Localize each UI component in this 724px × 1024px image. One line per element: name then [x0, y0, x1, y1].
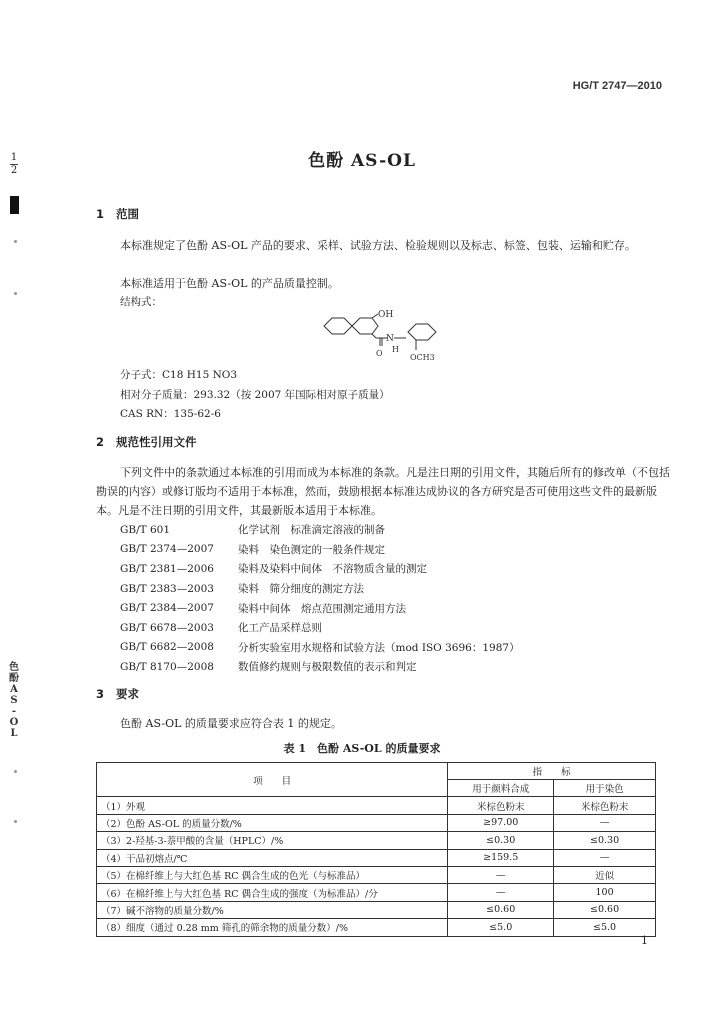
- section-3-heading: [96, 686, 139, 702]
- row-item: （7）碱不溶物的质量分数/%: [97, 901, 448, 918]
- margin-char: 色: [9, 662, 19, 673]
- reference-title: 化工产品采样总则: [238, 622, 322, 635]
- reference-item: [120, 559, 520, 579]
- structure-label: 结构式：: [120, 296, 162, 308]
- formula-o: O: [376, 349, 383, 358]
- table-header-dye: 用于染色: [554, 780, 656, 797]
- margin-char: S: [10, 695, 18, 706]
- margin-char: 酚: [9, 673, 19, 684]
- section-number: 1: [96, 207, 105, 221]
- row-dye: 近似: [554, 866, 656, 883]
- reference-code: GB/T 2383—2003: [120, 582, 214, 595]
- reference-title: 分析实验室用水规格和试验方法（mod ISO 3696：1987）: [238, 641, 520, 654]
- benzene-ring: [408, 324, 436, 340]
- margin-frac-top: 1: [10, 152, 18, 163]
- reference-title: 染料中间体 熔点范围测定通用方法: [238, 602, 406, 615]
- naphthalene-ring-2: [352, 318, 378, 334]
- row-pigment: ≥159.5: [448, 849, 554, 866]
- margin-char: A: [10, 684, 18, 695]
- row-dye: ≤5.0: [554, 919, 656, 936]
- reference-title: 染料 染色测定的一般条件规定: [238, 543, 385, 556]
- section-1-paragraph-1: 本标准规定了色酚 AS-OL 产品的要求、采样、试验方法、检验规则以及标志、标签、包装、运输和贮存。: [120, 239, 636, 252]
- section-title: 范围: [116, 207, 139, 221]
- row-pigment: 米棕色粉末: [448, 797, 554, 814]
- margin-dot: [14, 292, 17, 295]
- molecular-mass: 相对分子质量：293.32（按 2007 年国际相对原子质量）: [120, 389, 390, 401]
- table-row: [97, 797, 656, 814]
- reference-code: GB/T 8170—2008: [120, 660, 214, 673]
- row-pigment: ≤0.30: [448, 832, 554, 849]
- row-dye: —: [554, 849, 656, 866]
- table-row: [97, 884, 656, 901]
- section-number: 3: [96, 687, 105, 701]
- reference-code: GB/T 2381—2006: [120, 562, 214, 575]
- table-caption: 表 1 色酚 AS-OL 的质量要求: [283, 742, 441, 755]
- margin-char: L: [10, 728, 18, 739]
- margin-black-mark: [10, 196, 19, 214]
- reference-item: [120, 540, 520, 560]
- margin-dot: [14, 770, 17, 773]
- margin-dot: [14, 240, 17, 243]
- reference-code: GB/T 2374—2007: [120, 543, 214, 556]
- section-1-heading: [96, 206, 139, 222]
- margin-vertical-title: [8, 662, 20, 739]
- table-row: [97, 814, 656, 831]
- molecular-formula: 分子式：C18 H15 NO3: [120, 369, 238, 381]
- reference-code: GB/T 601: [120, 523, 171, 536]
- reference-item: [120, 579, 520, 599]
- section-number: 2: [96, 435, 105, 449]
- quality-requirements-table: [96, 762, 656, 937]
- reference-item: [120, 638, 520, 658]
- row-pigment: —: [448, 884, 554, 901]
- section-3-paragraph-1: 色酚 AS-OL 的质量要求应符合表 1 的规定。: [120, 717, 342, 730]
- table-row: [97, 901, 656, 918]
- table-row: [97, 919, 656, 936]
- row-dye: ≤0.30: [554, 832, 656, 849]
- row-item: （8）细度（通过 0.28 mm 筛孔的筛余物的质量分数）/%: [97, 919, 448, 936]
- cas-number: CAS RN：135-62-6: [120, 408, 221, 420]
- table-row: [97, 832, 656, 849]
- structural-formula: [318, 306, 448, 364]
- row-dye: 米棕色粉末: [554, 797, 656, 814]
- row-item: （2）色酚 AS-OL 的质量分数/%: [97, 814, 448, 831]
- table-header-item: 项 目: [97, 763, 448, 797]
- row-item: （5）在棉纤维上与大红色基 RC 偶合生成的色光（与标准品）: [97, 866, 448, 883]
- table-row: [97, 849, 656, 866]
- formula-och3: OCH3: [410, 353, 435, 362]
- standard-code: HG/T 2747—2010: [572, 80, 662, 92]
- reference-title: 数值修约规则与极限数值的表示和判定: [238, 661, 417, 674]
- margin-dot: [14, 820, 17, 823]
- reference-item: [120, 618, 520, 638]
- row-pigment: ≤5.0: [448, 919, 554, 936]
- margin-char: O: [9, 717, 19, 728]
- reference-title: 染料及染料中间体 不溶物质含量的测定: [238, 563, 427, 576]
- margin-frac-bottom: 2: [10, 165, 18, 176]
- reference-title: 化学试剂 标准滴定溶液的制备: [238, 524, 385, 537]
- row-pigment: ≥97.00: [448, 814, 554, 831]
- section-title: 要求: [116, 687, 139, 701]
- margin-char: -: [11, 706, 17, 717]
- reference-item: [120, 520, 520, 540]
- section-2-heading: [96, 434, 197, 450]
- formula-n: N: [386, 334, 394, 344]
- table-row: [97, 866, 656, 883]
- formula-oh: OH: [378, 310, 394, 320]
- section-1-paragraph-2: 本标准适用于色酚 AS-OL 的产品质量控制。: [120, 277, 339, 290]
- reference-item: [120, 657, 520, 677]
- page-number: 1: [641, 934, 648, 947]
- reference-code: GB/T 6682—2008: [120, 641, 214, 654]
- row-pigment: —: [448, 866, 554, 883]
- row-dye: 100: [554, 884, 656, 901]
- reference-item: [120, 598, 520, 618]
- table-header-index: 指 标: [448, 763, 656, 780]
- reference-code: GB/T 6678—2003: [120, 621, 214, 634]
- document-title: 色酚 AS-OL: [308, 151, 416, 171]
- row-dye: ≤0.60: [554, 901, 656, 918]
- section-title: 规范性引用文件: [116, 435, 197, 449]
- naphthalene-ring-1: [324, 318, 352, 334]
- row-item: （4）干品初熔点/℃: [97, 849, 448, 866]
- reference-title: 染料 筛分细度的测定方法: [238, 583, 364, 596]
- row-dye: —: [554, 814, 656, 831]
- row-pigment: ≤0.60: [448, 901, 554, 918]
- reference-list: [120, 520, 520, 677]
- reference-code: GB/T 2384—2007: [120, 602, 214, 615]
- row-item: （1）外观: [97, 797, 448, 814]
- section-2-paragraph-1: 下列文件中的条款通过本标准的引用而成为本标准的条款。凡是注日期的引用文件，其随后所有的修改单（不包括勘误的内容）或修订版均不适用于本标准，然而，鼓励根据本标准达成协议的各方研究是否可使用这些文件的最新版本。凡是不注日期的引用文件，其最新版本适用于本标准。: [96, 466, 670, 517]
- formula-h: H: [392, 345, 399, 354]
- table-header-pigment: 用于颜料合成: [448, 780, 554, 797]
- row-item: （3）2-羟基-3-萘甲酸的含量（HPLC）/%: [97, 832, 448, 849]
- row-item: （6）在棉纤维上与大红色基 RC 偶合生成的强度（为标准品）/分: [97, 884, 448, 901]
